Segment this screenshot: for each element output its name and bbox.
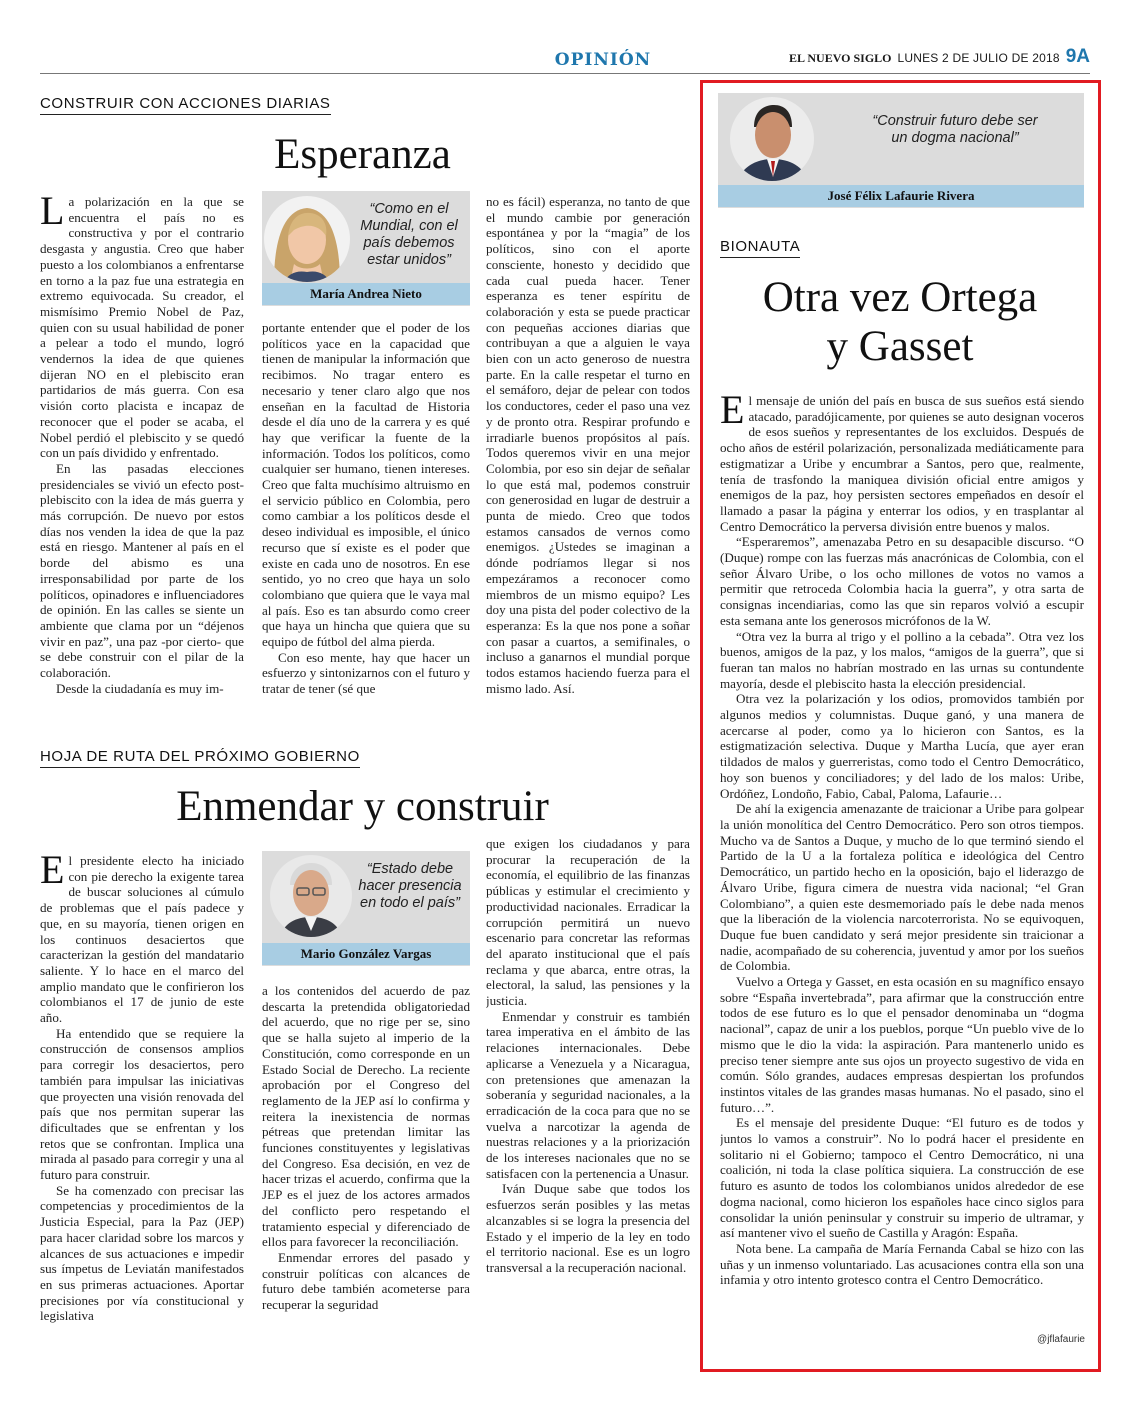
paragraph: Nota bene. La campaña de María Fernanda Cabal se hizo con las uñas y un inmenso voluntariado. Las acusaciones contra ella son una infamia y otro intento grotesco contra el Centro Democrático. xyxy=(720,1240,1084,1288)
title-line: y Gasset xyxy=(826,323,974,371)
paragraph: De ahí la exigencia amenazante de traicionar a Uribe para golpear la unión monolítica del Centro Democrático. Pero son otros tiempos. Mucho va de Santos a Duque, y mucho de lo que terminó siendo el Partido de la U a la fortaleza política e ideológica del Centro Democrático, un partido hecho en la oposición, bajo el liderazgo de Álvaro Uribe, figura cimera de nuestra vida nacional; “el Gran Colombiano”, a quien este desmemoriado país le debe nada menos que la liberación de la violencia narcoterrorista. No se equivoquen, Duque fue buen candidato y será mejor presidente sin traicionar a nadie, acompañado de su coherencia, juventud y amor por los sueños de Colombia. xyxy=(720,801,1084,974)
paragraph: Se ha comenzado con precisar las competencias y procedimientos de la Justicia Especial, para la Paz (JEP) para hacer claridad sobre los marcos y alcances de sus actuaciones e impedir sus ímpetus de Leviatán manifestados en sus primeras actuaciones. Aportar precisiones por vía constitucional y legislativa xyxy=(40,1182,244,1324)
paragraph: a los contenidos del acuerdo de paz descarta la pretendida obligatoriedad del acuerdo, que no rige per se, sino que se halla sujeto al imperio de la Constitución, como corresponde en un Estado Social de Derecho. La reciente aprobación por el Congreso del reglamento de la JEP así lo confirma y reitera la inexistencia de normas pétreas que pretendan limitar las funciones constituyentes y legislativas del Congreso. Esa decisión, en vez de hacer trizas el acuerdo, confirma que la JEP es el juez de los actores armados del conflicto pero respetando el tratamiento especial y diferenciado de ellos para favorecer la reconciliación. xyxy=(262,983,470,1250)
author-photo-maria-andrea-nieto xyxy=(264,196,350,282)
paragraph: Iván Duque sabe que todos los esfuerzos serán posibles y las metas alcanzables si se logra la presencia del Estado y el imperio de la ley en todo el territorio nacional. Ese es un logro transversal a la recuperación nacional. xyxy=(486,1181,690,1275)
paragraph: que exigen los ciudadanos y para procurar la recuperación de la economía, el equilibrio de las finanzas públicas y estimular el crecimiento y productividad nacionales. Erradicar la corrupción permitirá un nuevo escenario para concretar las reformas del aparato institucional que el país reclama y que abarca, entre otras, la electoral, la salud, las pensiones y la justicia. xyxy=(486,836,690,1009)
article2-column-3 xyxy=(486,836,690,1346)
article1-pull-quote: “Como en el Mundial, con el país debemos estar unidos” xyxy=(360,201,458,268)
paragraph: Ha entendido que se requiere la construcción de consensos amplios para corregir los desaciertos, pero también para impulsar las iniciativas que proyecten una visión renovada del país que nos permitan superar las dificultades que se enfrentan y los retos que se confrontan. Implica una mirada al pasado para corregir y una al futuro para construir. xyxy=(40,1025,244,1183)
paragraph: Con eso mente, hay que hacer un esfuerzo y sintonizarnos con el futuro y tratar de tener (sé que xyxy=(262,649,470,697)
paragraph: Vuelvo a Ortega y Gasset, en esta ocasión en su magnífico ensayo sobre “España invertebrada”, para afirmar que la construcción entre todos de ese futuro es lo que el pensador denominaba un “dogma nacional”, capaz de unir a los pueblos, porque “Un pueblo vive de lo mismo que le dio la vida: la aspiración. Para mantenerlo unido es preciso tener siempre ante sus ojos un proyecto sugestivo de vida en común. Sólo grandes, audaces empresas despiertan los profundos instintos vitales de las grandes masas humanas. No el pasado, sino el futuro…”. xyxy=(720,974,1084,1115)
paragraph: Enmendar errores del pasado y construir políticas con alcances de futuro debe también acometerse para recuperar la seguridad xyxy=(262,1249,470,1313)
paragraph: portante entender que el poder de los políticos yace en la capacidad que tienen de manipular la información que recibimos. No tragar entero es necesario y tener claro algo que nos enseñan en la facultad de Historia desde el día uno de la carrera y es qué hay que verificar la fuente de la información. Todos los políticos, como cualquier ser humano, tienen intereses. Creo que falta muchísimo altruismo en el servicio público en Colombia, pero como cambiar a los políticos desde el deseo individual es imposible, el único recurso que sí existe es el poder que existe en cada uno de nosotros. En ese sentido, yo no creo que haya un solo colombiano que quiera que le vaya mal al país. Eso es tan absurdo como creer que haya un hincha que quiera que su equipo de fútbol del alma pierda. xyxy=(262,320,470,650)
article3-title xyxy=(715,273,1085,372)
newspaper-name: EL NUEVO SIGLO xyxy=(789,51,892,65)
author-photo-mario-gonzalez-vargas xyxy=(270,855,352,937)
section-name: OPINIÓN xyxy=(554,50,652,70)
article2-kicker: HOJA DE RUTA DEL PRÓXIMO GOBIERNO xyxy=(40,748,360,768)
dropcap: E xyxy=(720,393,745,432)
dropcap: L xyxy=(40,194,65,233)
article2-author: Mario González Vargas xyxy=(262,943,470,965)
article2-column-1 xyxy=(40,853,244,1358)
header-rule xyxy=(40,73,1090,74)
article3-author: José Félix Lafaurie Rivera xyxy=(718,185,1084,207)
article2-title: Enmendar y construir xyxy=(176,783,549,830)
article1-column-3 xyxy=(486,194,690,709)
paragraph: a polarización en la que se encuentra el país no es constructiva y por el contrario desgasta y angustia. Creo que haber puesto a los colombianos a enfrentarse en torno a la paz fue una estrategia en extremo equivocada. Su creador, el mismísimo Premio Nobel de Paz, quien con su usual habilidad de poner a pelear a todo el mundo, logró vendernos la idea de que quienes dijeran NO en el plebiscito eran partidarios de más guerra. Con esa visión corto placista e incapaz de reconocer que el poder se acaba, el Nobel perdió el plebiscito y se quedó con un país dividido y enfrentado. xyxy=(40,194,244,461)
article1-column-2 xyxy=(262,320,470,715)
article3-pull-quote: “Construir futuro debe ser un dogma nacional” xyxy=(872,113,1038,146)
article2-pull-quote: “Estado debe hacer presencia en todo el país” xyxy=(358,861,462,911)
paragraph: Enmendar y construir es también tarea imperativa en el ámbito de las relaciones internacionales. Debe aplicarse a Venezuela y a Nicaragua, con pretensiones que amenazan la soberanía y seguridad nacionales, a la erradicación de la coca para que no se vuelva a narcotizar la agenda de nuestras relaciones y a la priorización de los intereses nacionales que no se satisfacen con la pertenencia a Unasur. xyxy=(486,1008,690,1181)
paragraph: “Esperaremos”, amenazaba Petro en su desapacible discurso. “O (Duque) rompe con las fuerzas más anacrónicas de Colombia, con el señor Álvaro Uribe, o los ocho millones de votos no vamos a permitir que retroceda Colombia hacia la guerra”, y otra sarta de consignas incendiarias, como las que sin reparos volvió a escupir esta semana ante los generosos micrófonos de la W. xyxy=(720,534,1084,628)
paragraph: Otra vez la polarización y los odios, promovidos también por algunos medios y columnistas. Duque ganó, y una manera de acercarse al poder, como ya lo hicieron con Santos, es la estigmatización selectiva. Duque y Martha Lucía, que ayer eran tildados de malos y guerreristas, como todo el Centro Democrático, hoy son buenos y conciliadores; y del lado de los malos: Uribe, Ordóñez, Londoño, Fabio, Cabal, Paloma, Lafaurie… xyxy=(720,691,1084,801)
page-header xyxy=(40,46,1090,74)
article1-kicker: CONSTRUIR CON ACCIONES DIARIAS xyxy=(40,95,331,115)
author-twitter-handle: @jflafaurie xyxy=(1037,1334,1085,1345)
dropcap: E xyxy=(40,853,65,892)
paragraph: En las pasadas elecciones presidenciales se vivió un efecto post-plebiscito con la idea de más guerra y más corrupción. De nuevo por estos días nos venden la idea de que la paz está en riesgo. Mantener al país en el borde del abismo es una irresponsabilidad por parte de los políticos, opinadores e influenciadores de opinión. En las calles se siente un ambiente que clama por un “déjenos vivir en paz”, una paz -por cierto- que se debe construir con el pilar de la colaboración. xyxy=(40,460,244,681)
article2-column-2 xyxy=(262,983,470,1358)
paragraph: “Otra vez la burra al trigo y el pollino a la cebada”. Otra vez los buenos, amigos de la paz, y los malos, “amigos de la guerra”, que si fueran tan malos no habrían mostrado en las urnas su contundente mayoría, desde el plebiscito hasta la elección presidencial. xyxy=(720,628,1084,691)
paragraph: Desde la ciudadanía es muy im- xyxy=(56,680,224,696)
issue-date: LUNES 2 DE JULIO DE 2018 xyxy=(897,51,1060,65)
paragraph: no es fácil) esperanza, no tanto de que el mundo cambie por generación espontánea y por la “magia” de los políticos, sino con el aporte consciente, honesto y decidido que cada cual pueda hacer. Tener esperanza es tener espíritu de colaboración y esta se puede practicar con pequeñas acciones diarias que contribuyan a que a alguien le vaya bien con un acto generoso de nuestra parte. En la calle respetar el turno en el semáforo, dejar de pelear con todos los conductores, ceder el paso una vez y de pronto otra. Respirar profundo e irradiarle buenos propósitos al país. Todos queremos vivir en una mejor Colombia, por eso sin dejar de señalar lo que está mal, podemos construir con generosidad en lugar de destruir a punta de miedo. Creo que todos estamos cansados de vernos como enemigos. ¿Ustedes se imaginan a dónde podríamos llegar si nos empezáramos a reconocer como miembros de un mismo equipo? Les doy una pista del poder colectivo de la esperanza: Es la que nos pone a soñar con pasar a cuartos, a semifinales, o incluso a ganarnos el mundial porque todos estamos haciendo fuerza para el mismo lado. Así. xyxy=(486,194,690,696)
page-number: 9A xyxy=(1065,46,1090,67)
title-line: Otra vez Ortega xyxy=(762,274,1038,321)
article3-kicker: BIONAUTA xyxy=(720,238,800,258)
article1-column-1 xyxy=(40,194,244,736)
article1-author: María Andrea Nieto xyxy=(262,283,470,305)
paragraph: l presidente electo ha iniciado con pie derecho la exigente tarea de buscar soluciones al cúmulo de problemas que el país padece y que, en su mayoría, tienen origen en los continuos desaciertos que caracterizan la gestión del mandatario saliente. Y lo hace en el marco del amplio mandato que le confirieron los colombianos el 17 de junio de este año. xyxy=(40,853,244,1026)
article3-body xyxy=(720,393,1084,1333)
paragraph: l mensaje de unión del país en busca de sus sueños está siendo atacado, paradójicamente, por quienes se auto designan voceros de esos sueños y representantes de los excluidos. Después de ocho años de estéril polarización, personalizada mediáticamente para estigmatizar a Uribe y encumbrar a Santos, pero que, realmente, tenía de trasfondo la maniquea división oficial entre amigos y enemigos de la paz, hoy persisten sectores empeñados en desoír el llamado a pasar la página y enterrar los odios, y en trasplantar al Centro Democrático la perversa división entre buenos y malos. xyxy=(720,393,1084,534)
article1-title: Esperanza xyxy=(274,131,451,178)
paragraph: Es el mensaje del presidente Duque: “El futuro es de todos y juntos lo vamos a construir”. No lo podrá hacer el presidente en solitario ni el Gobierno; tampoco el Centro Democrático, ni una coalición, ni toda la clase política siquiera. La construcción de ese futuro es asunto de todos los colombianos unidos alrededor de ese dogma nacional, como hicieron los españoles hace cinco siglos para consolidar la unión peninsular y construir su imperio de ultramar, y así mantener vivo el sueño de Castilla y Aragón: España. xyxy=(720,1115,1084,1241)
masthead-info xyxy=(789,46,1090,68)
author-photo-jose-felix-lafaurie xyxy=(730,97,814,181)
